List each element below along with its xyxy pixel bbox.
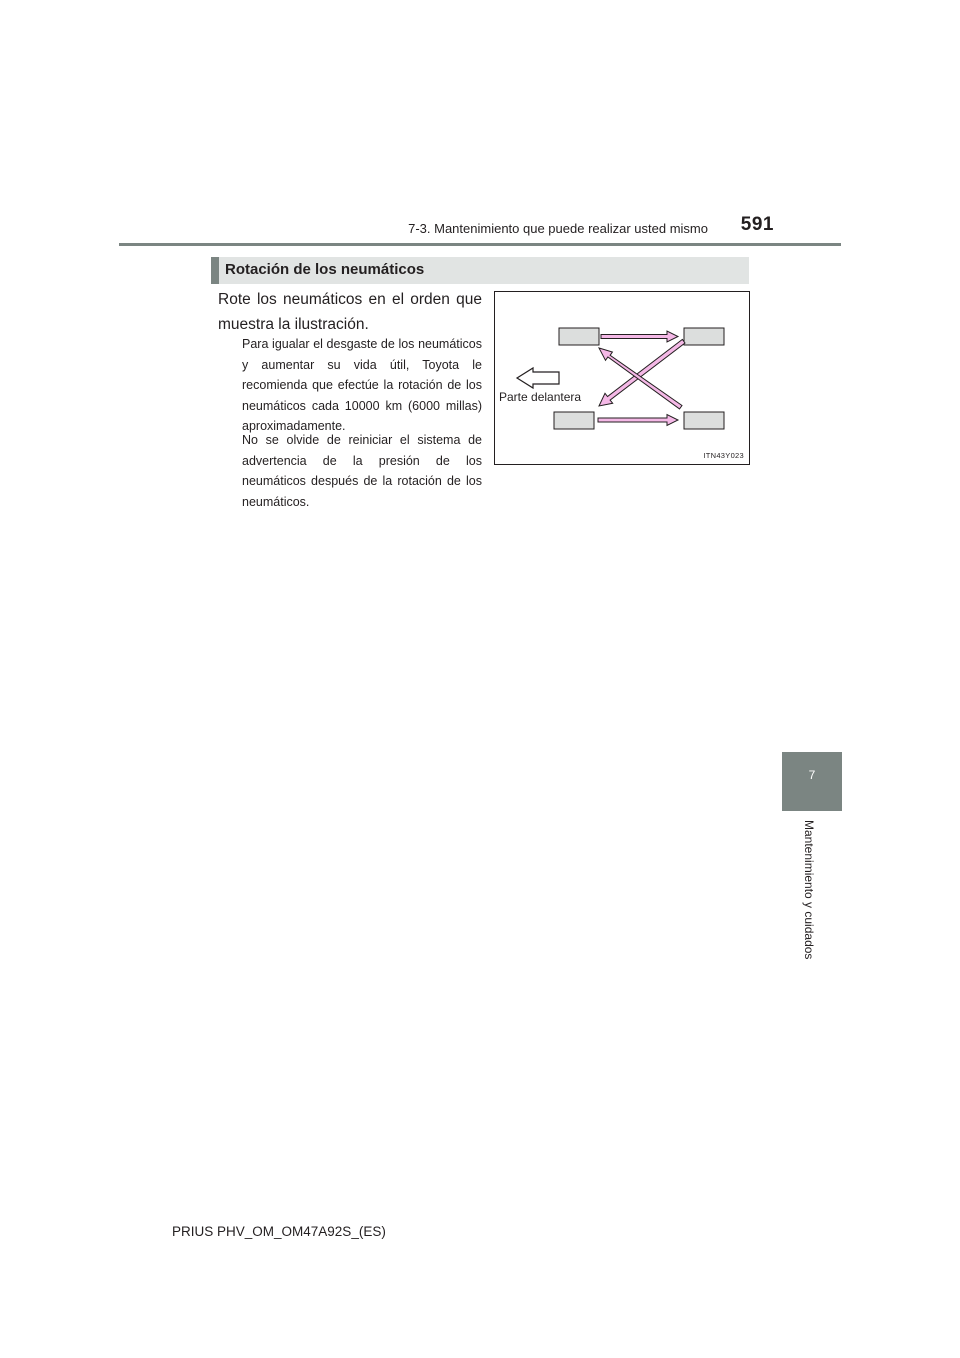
tire-rotation-figure <box>494 291 750 465</box>
tire-front-right <box>554 412 594 429</box>
chapter-tab <box>782 752 842 811</box>
front-label: Parte delantera <box>499 390 582 404</box>
page-number: 591 <box>740 214 774 235</box>
rotation-arrow-left-side <box>601 331 678 342</box>
header-section-reference: 7-3. Mantenimiento que puede realizar usted mismo <box>408 221 708 236</box>
note-paragraph: Para igualar el desgaste de los neumáticos y aumentar su vida útil, Toyota le recomienda que efectúe la rotación de los neumáticos cada 10000 km (6000 millas) aproximadamente. <box>242 337 482 433</box>
note-paragraph: No se olvide de reiniciar el sistema de advertencia de la presión de los neumáticos después de la rotación de los neumáticos. <box>242 433 482 509</box>
tire-rear-left <box>684 328 724 345</box>
figure-code: ITN43Y023 <box>703 451 744 460</box>
chapter-label: Mantenimiento y cuidados <box>802 820 816 960</box>
rotation-arrow-diagonal-down <box>599 339 685 406</box>
header-rule <box>119 243 841 246</box>
section-title-bar <box>211 257 749 284</box>
tire-front-left <box>559 328 599 345</box>
section-title-accent <box>211 257 219 284</box>
chapter-number: 7 <box>808 768 816 782</box>
section-title: Rotación de los neumáticos <box>225 261 425 278</box>
tire-rear-right <box>684 412 724 429</box>
document-id-footer: PRIUS PHV_OM_OM47A92S_(ES) <box>172 1224 386 1239</box>
front-direction-arrow-icon <box>517 368 559 388</box>
rotation-arrow-diagonal-up <box>599 348 682 409</box>
lead-paragraph: Rote los neumáticos en el orden que muestra la ilustración. <box>218 291 482 333</box>
rotation-arrow-right-side <box>598 415 678 426</box>
chapter-side-label <box>802 820 816 970</box>
tire-rotation-diagram <box>495 292 751 466</box>
